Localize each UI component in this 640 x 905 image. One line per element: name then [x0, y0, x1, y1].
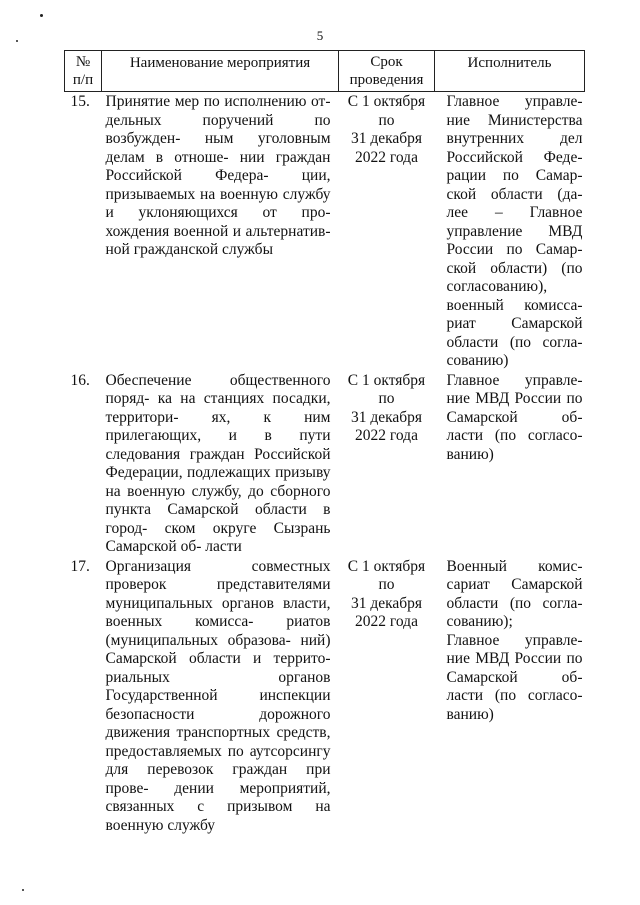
text-line: Российской Феде-: [446, 148, 583, 166]
executor-cell: [435, 371, 585, 557]
term-line: по: [378, 576, 395, 593]
event-name-cell: [102, 371, 339, 557]
header-event-name: Наименование мероприятия: [102, 51, 339, 92]
header-number: [65, 51, 102, 92]
header-number-line1: №: [75, 54, 91, 70]
text-line: сариат Самарской: [446, 576, 583, 593]
header-term-line2: проведения: [349, 72, 424, 88]
text-line: предоставляемых по аутсорсингу: [105, 742, 331, 760]
table-row: [65, 557, 585, 836]
text-line: внутренних дел: [446, 130, 583, 147]
scan-speck: [16, 40, 18, 42]
term-line: 2022 года: [355, 427, 418, 444]
header-term: [339, 51, 435, 92]
text-line: области (по согла-: [446, 594, 583, 612]
text-line: ском округе Сызрань Самарской об-: [105, 519, 331, 555]
text-line: нии граждан Российской Федера-: [105, 148, 331, 184]
text-line: ной гражданской службы: [105, 241, 273, 258]
row-number: 15.: [70, 93, 90, 110]
text-line: рации по Самар-: [446, 167, 583, 184]
text-line: ской области (да-: [446, 185, 583, 203]
scan-speck: [22, 889, 24, 891]
text-line: Федерации, подлежащих призыву: [105, 464, 331, 481]
term-line: по: [378, 390, 395, 407]
term-line: 31 декабря: [350, 130, 423, 147]
term-line: 2022 года: [355, 148, 418, 166]
text-line: ка на станциях посадки, территори-: [105, 390, 331, 426]
term-line: С 1 октября: [347, 93, 426, 110]
scan-speck: [40, 14, 43, 17]
row-number: 16.: [70, 371, 90, 389]
text-line: представителями муниципальных: [105, 576, 331, 612]
table-row: [65, 92, 585, 371]
text-line: риальных органов Государственной: [105, 668, 331, 704]
text-line: ние Министерства: [446, 111, 583, 129]
term-cell: [339, 557, 435, 836]
text-line: по Самарской об-: [446, 390, 583, 426]
page-number: 5: [316, 28, 324, 43]
text-line: ласти (по согласо-: [446, 687, 583, 704]
term-cell: [339, 92, 435, 371]
text-line: инспекции безопасности дорожного: [105, 687, 331, 723]
text-line: дельных поручений по возбужден-: [105, 111, 331, 147]
term-line: С 1 октября: [347, 557, 426, 575]
text-line: России по Самар-: [446, 241, 583, 258]
text-line: сованию);: [446, 613, 513, 630]
executor-cell: [435, 92, 585, 371]
text-line: Военный комис-: [446, 557, 583, 575]
events-table: [64, 50, 585, 835]
text-line: следования граждан Российской: [105, 445, 331, 463]
header-executor: Исполнитель: [435, 51, 585, 92]
text-line: Принятие мер по исполнению от-: [105, 93, 331, 110]
text-line: по Самарской об-: [446, 650, 583, 686]
text-line: Главное управле-: [446, 631, 583, 649]
event-name-cell: [102, 92, 339, 371]
event-name-cell: [102, 557, 339, 836]
text-line: службу и уклоняющихся от про-: [105, 185, 331, 221]
text-line: области (по согла-: [446, 333, 583, 351]
row-number: 17.: [70, 557, 90, 575]
text-line: согласованию),: [446, 278, 548, 295]
text-line: риатов (муниципальных образова-: [105, 613, 331, 649]
text-line: лее – Главное: [446, 204, 583, 221]
text-line: для перевозок граждан при прове-: [105, 761, 331, 797]
text-line: ласти: [205, 538, 242, 555]
text-line: ванию): [446, 445, 494, 463]
text-line: военный комисса-: [446, 296, 583, 314]
text-line: ции, призываемых на военную: [105, 167, 331, 203]
executor-cell: [435, 557, 585, 836]
text-line: призывом на военную службу: [105, 798, 331, 834]
text-line: Обеспечение общественного поряд-: [105, 371, 331, 407]
text-line: хождения военной и альтернатив-: [105, 222, 331, 240]
header-number-line2: п/п: [72, 72, 94, 88]
table-row: [65, 371, 585, 557]
text-line: ласти (по согласо-: [446, 427, 583, 444]
text-line: ях, к ним прилегающих, и в пути: [105, 408, 331, 444]
text-line: Организация совместных проверок: [105, 557, 331, 593]
text-line: Главное управле-: [446, 371, 583, 389]
term-cell: [339, 371, 435, 557]
header-term-line1: Срок: [370, 54, 403, 70]
term-line: по: [378, 111, 395, 129]
text-line: ской области) (по: [446, 259, 583, 277]
table-header-row: [65, 51, 585, 92]
text-line: сованию): [446, 352, 509, 369]
term-line: 31 декабря: [350, 408, 423, 426]
text-line: дении мероприятий, связанных с: [105, 779, 331, 815]
text-line: на военную службу, до сборного: [105, 482, 331, 500]
term-line: С 1 октября: [347, 371, 426, 389]
text-line: ным уголовным делам в отноше-: [105, 130, 331, 166]
term-line: 2022 года: [355, 613, 418, 630]
text-line: ние МВД России: [446, 390, 562, 407]
text-line: движения транспортных средств,: [105, 724, 331, 741]
text-line: ванию): [446, 705, 494, 723]
text-line: управление МВД: [446, 222, 583, 240]
text-line: Главное управле-: [446, 93, 583, 110]
text-line: риат Самарской: [446, 315, 583, 332]
text-line: пункта Самарской области в город-: [105, 501, 331, 537]
text-line: ний) Самарской области и террито-: [105, 631, 331, 667]
text-line: органов власти, военных комисса-: [105, 594, 331, 630]
term-line: 31 декабря: [350, 594, 423, 612]
text-line: ние МВД России: [446, 650, 562, 667]
